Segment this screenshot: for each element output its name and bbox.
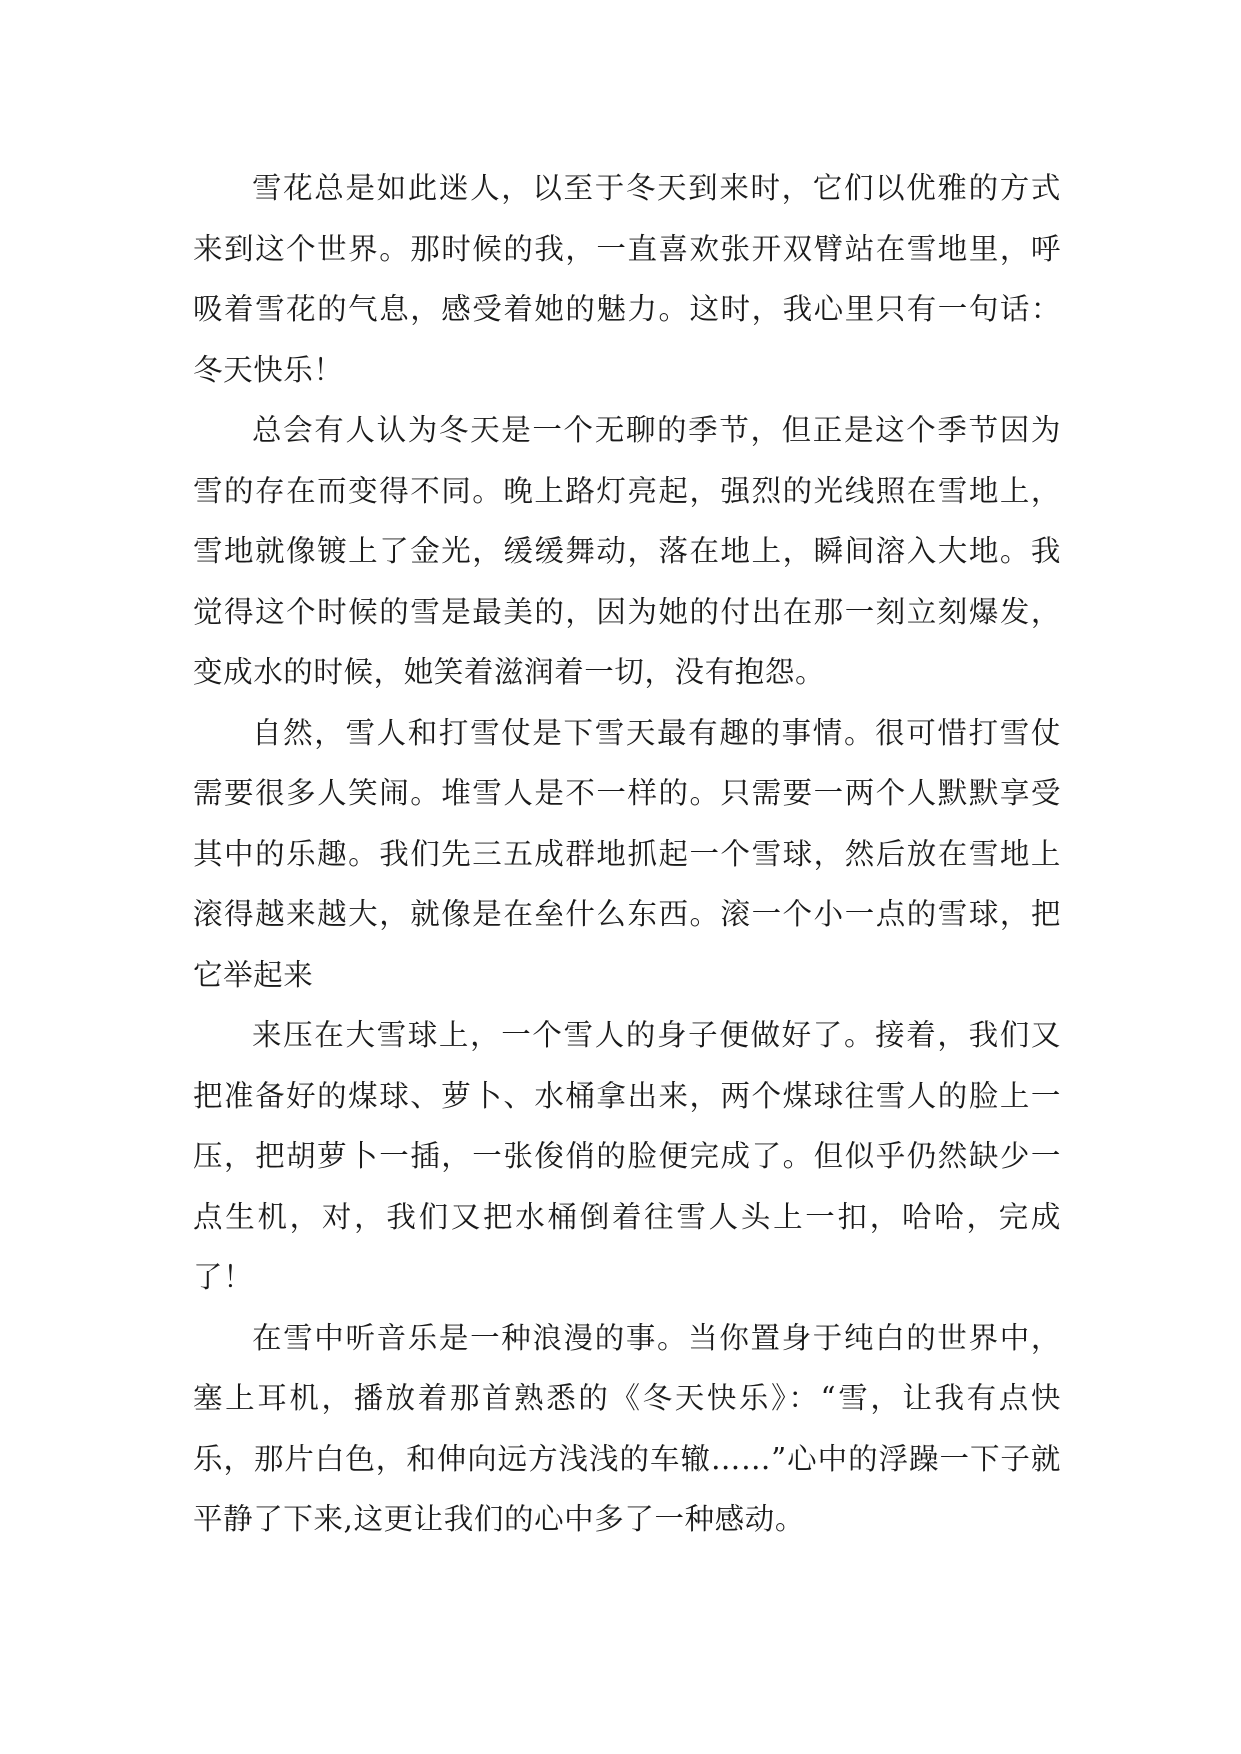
document-body (193, 158, 1061, 1550)
paragraph-3: 自然，雪人和打雪仗是下雪天最有趣的事情。很可惜打雪仗需要很多人笑闹。堆雪人是不一样的。只需要一两个人默默享受其中的乐趣。我们先三五成群地抓起一个雪球，然后放在雪地上滚得越来越大，就像是在垒什么东西。滚一个小一点的雪球，把它举起来 (193, 715, 1061, 992)
paragraph-1: 雪花总是如此迷人，以至于冬天到来时，它们以优雅的方式来到这个世界。那时候的我，一直喜欢张开双臂站在雪地里，呼吸着雪花的气息，感受着她的魅力。这时，我心里只有一句话：冬天快乐！ (193, 171, 1061, 387)
paragraph-2: 总会有人认为冬天是一个无聊的季节，但正是这个季节因为雪的存在而变得不同。晚上路灯亮起，强烈的光线照在雪地上，雪地就像镀上了金光，缓缓舞动，落在地上，瞬间溶入大地。我觉得这个时候的雪是最美的，因为她的付出在那一刻立刻爆发，变成水的时候，她笑着滋润着一切，没有抱怨。 (193, 413, 1061, 689)
paragraph-5: 在雪中听音乐是一种浪漫的事。当你置身于纯白的世界中，塞上耳机，播放着那首熟悉的《冬天快乐》：“雪，让我有点快乐，那片白色，和伸向远方浅浅的车辙……”心中的浮躁一下子就平静了下来,这更让我们的心中多了一种感动。 (193, 1320, 1061, 1536)
paragraph-4: 来压在大雪球上，一个雪人的身子便做好了。接着，我们又把准备好的煤球、萝卜、水桶拿出来，两个煤球往雪人的脸上一压，把胡萝卜一插，一张俊俏的脸便完成了。但似乎仍然缺少一点生机，对，我们又把水桶倒着往雪人头上一扣，哈哈，完成了！ (193, 1018, 1061, 1294)
